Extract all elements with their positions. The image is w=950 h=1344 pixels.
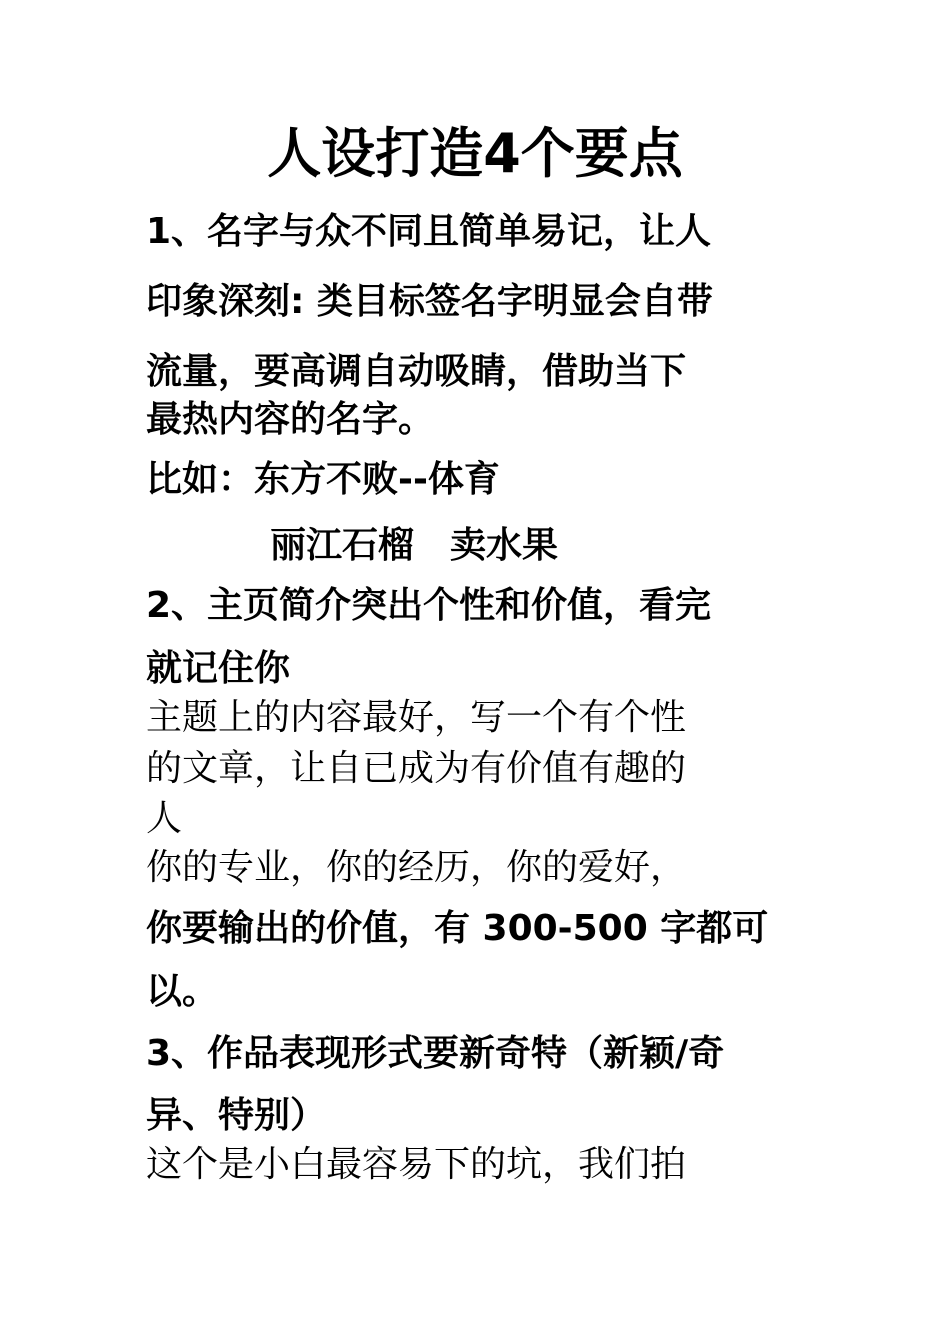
section-2-body-line-3: 人 xyxy=(146,798,183,839)
section-3-heading-line-1: 3、作品表现形式要新奇特（新颖/奇 xyxy=(146,1033,725,1074)
example-line-2: 丽江石榴 卖水果 xyxy=(270,525,559,566)
section-1-heading-line-1: 1、名字与众不同且简单易记，让人 xyxy=(146,211,712,252)
section-2-heading-line-1: 2、主页简介突出个性和价值，看完 xyxy=(146,585,712,626)
section-2-body-line-4: 你的专业，你的经历，你的爱好， xyxy=(146,847,687,888)
section-1-heading-line-3: 流量，要高调自动吸睛，借助当下 xyxy=(146,351,687,392)
section-2-body-line-2: 的文章，让自已成为有价值有趣的 xyxy=(146,748,687,789)
section-1-heading-line-4: 最热内容的名字。 xyxy=(146,399,435,440)
section-2-heading-line-2: 就记住你 xyxy=(146,648,291,689)
section-2-body-line-1: 主题上的内容最好，写一个有个性 xyxy=(146,697,687,738)
section-2-body-line-5: 你要输出的价值，有 300-500 字都可 xyxy=(146,908,769,949)
section-3-heading-line-2: 异、特别） xyxy=(146,1095,327,1136)
document-title: 人设打造4个要点 xyxy=(267,122,683,185)
section-3-body-line-1: 这个是小白最容易下的坑，我们拍 xyxy=(146,1144,687,1185)
section-1-heading-line-2: 印象深刻: 类目标签名字明显会自带 xyxy=(146,281,713,322)
section-2-body-line-6: 以。 xyxy=(146,971,219,1012)
example-line: 比如：东方不败--体育 xyxy=(146,459,500,500)
